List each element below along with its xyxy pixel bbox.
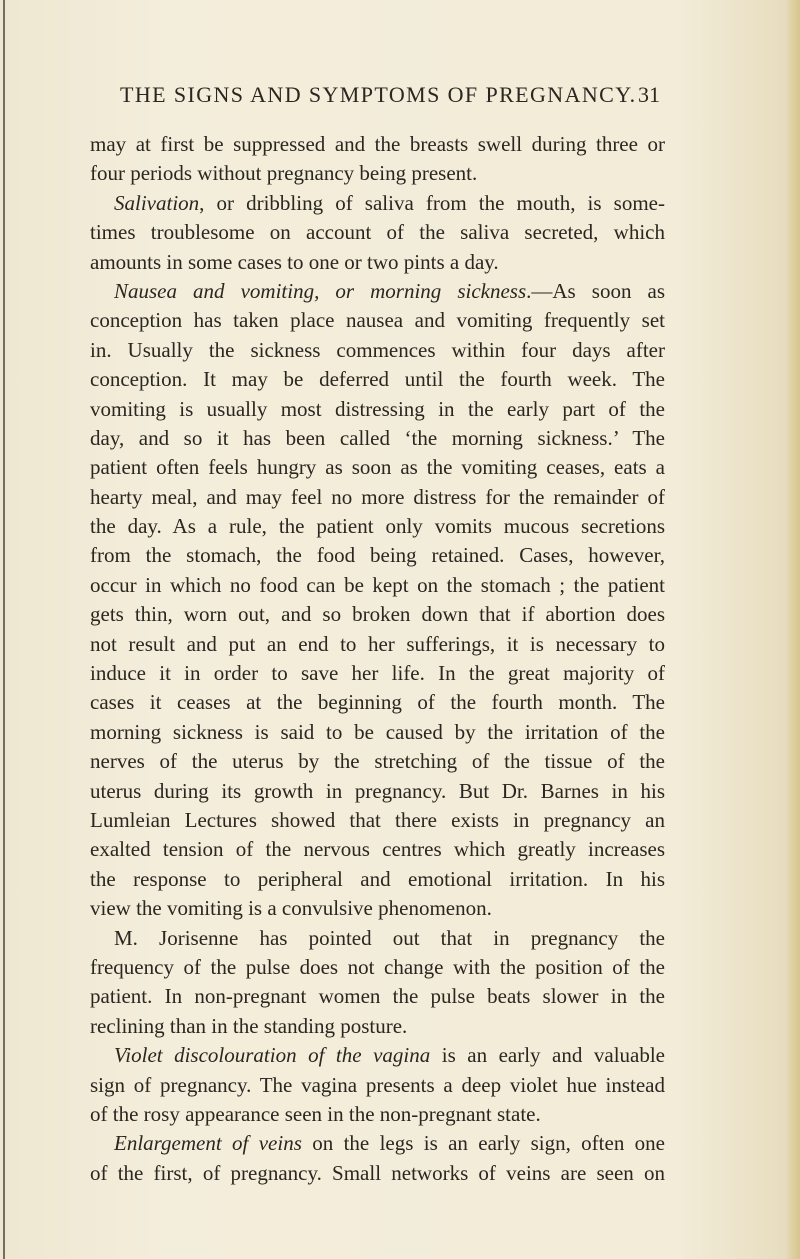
text-line <box>90 806 665 835</box>
italic-heading: Enlargement of veins <box>114 1131 302 1156</box>
line-text: nerves of the uterus by the stretching of the tissue of the <box>90 749 665 774</box>
line-text: occur in which no food can be kept on the stomach ; the patient <box>90 572 665 597</box>
italic-heading: Nausea and vomiting, or morning sickness <box>114 278 527 303</box>
text-line <box>90 336 665 365</box>
text-line <box>90 718 665 747</box>
line-text: uterus during its growth in pregnancy. But Dr. Barnes in his <box>90 778 665 803</box>
line-text: induce it in order to save her life. In the great majority of <box>90 661 665 686</box>
line-text: may at first be suppressed and the breasts swell during three or <box>90 132 665 156</box>
text-line <box>90 894 665 923</box>
text-line <box>90 395 665 424</box>
line-text: from the stomach, the food being retained. Cases, however, <box>90 543 665 568</box>
line-text: not result and put an end to her sufferings, it is necessary to <box>90 631 665 656</box>
text-line <box>90 453 665 482</box>
line-text: .—As soon as <box>526 278 665 303</box>
line-text: the day. As a rule, the patient only vomits mucous secretions <box>90 514 665 539</box>
line-text: gets thin, worn out, and so broken down that if abortion does <box>90 602 665 627</box>
page-number: 31 <box>638 82 660 107</box>
left-page-edge-rule <box>3 0 5 1259</box>
text-line <box>90 1012 665 1041</box>
line-text: patient. In non-pregnant women the pulse beats slower in the <box>90 984 665 1009</box>
line-text: in. Usually the sickness commences within four days after <box>90 337 665 362</box>
text-line <box>90 248 665 277</box>
running-head: THE SIGNS AND SYMPTOMS OF PREGNANCY. <box>120 82 637 107</box>
text-line <box>90 865 665 894</box>
line-text: view the vomiting is a convulsive phenomenon. <box>90 896 492 921</box>
text-line <box>90 1159 665 1188</box>
line-text: exalted tension of the nervous centres which greatly increases <box>90 837 665 862</box>
text-line <box>90 777 665 806</box>
line-text: Lumleian Lectures showed that there exists in pregnancy an <box>90 807 665 832</box>
line-text: conception. It may be deferred until the fourth week. The <box>90 367 665 392</box>
line-text: amounts in some cases to one or two pints a day. <box>90 249 499 274</box>
text-line <box>90 189 665 218</box>
text-line <box>90 483 665 512</box>
line-text: vomiting is usually most distressing in the early part of the <box>90 396 665 421</box>
line-text: is an early and valuable <box>430 1043 665 1068</box>
text-line <box>90 1129 665 1158</box>
text-line <box>90 159 665 188</box>
text-line <box>90 571 665 600</box>
line-text: M. Jorisenne has pointed out that in pregnancy the <box>114 925 665 950</box>
text-line <box>90 688 665 717</box>
text-line <box>90 835 665 864</box>
text-line <box>90 1100 665 1129</box>
line-text: frequency of the pulse does not change with the position of the <box>90 954 665 979</box>
text-line <box>90 953 665 982</box>
line-text: conception has taken place nausea and vomiting frequently set <box>90 308 665 333</box>
page-gutter-shadow <box>786 0 800 1259</box>
text-line <box>90 1071 665 1100</box>
line-text: , or dribbling of saliva from the mouth, is some- <box>199 190 665 215</box>
body-text <box>90 130 665 1188</box>
line-text: cases it ceases at the beginning of the fourth month. The <box>90 690 665 715</box>
text-line <box>90 659 665 688</box>
line-text: reclining than in the standing posture. <box>90 1013 408 1038</box>
text-line <box>90 277 665 306</box>
italic-heading: Violet discolouration of the vagina <box>114 1043 431 1068</box>
line-text: times troublesome on account of the saliva secreted, which <box>90 220 665 245</box>
line-text: patient often feels hungry as soon as the vomiting ceases, eats a <box>90 455 665 480</box>
line-text: of the first, of pregnancy. Small networks of veins are seen on <box>90 1160 665 1185</box>
line-text: morning sickness is said to be caused by the irritation of the <box>90 719 665 744</box>
line-text: sign of pregnancy. The vagina presents a deep violet hue instead <box>90 1072 665 1097</box>
line-text: day, and so it has been called ‘the morning sickness.’ The <box>90 425 665 450</box>
line-text: the response to peripheral and emotional irritation. In his <box>90 866 665 891</box>
text-line <box>90 747 665 776</box>
line-text: hearty meal, and may feel no more distress for the remainder of <box>90 484 665 509</box>
page-header <box>80 82 660 114</box>
text-line <box>90 306 665 335</box>
text-line <box>90 218 665 247</box>
text-line <box>90 1041 665 1070</box>
text-line <box>90 130 665 159</box>
text-line <box>90 630 665 659</box>
line-text: four periods without pregnancy being present. <box>90 161 478 186</box>
text-line <box>90 365 665 394</box>
text-line <box>90 924 665 953</box>
text-line <box>90 600 665 629</box>
text-line <box>90 541 665 570</box>
italic-heading: Salivation <box>114 190 200 215</box>
line-text: of the rosy appearance seen in the non-pregnant state. <box>90 1101 541 1126</box>
line-text: on the legs is an early sign, often one <box>301 1131 665 1156</box>
text-line <box>90 424 665 453</box>
text-line <box>90 982 665 1011</box>
text-line <box>90 512 665 541</box>
